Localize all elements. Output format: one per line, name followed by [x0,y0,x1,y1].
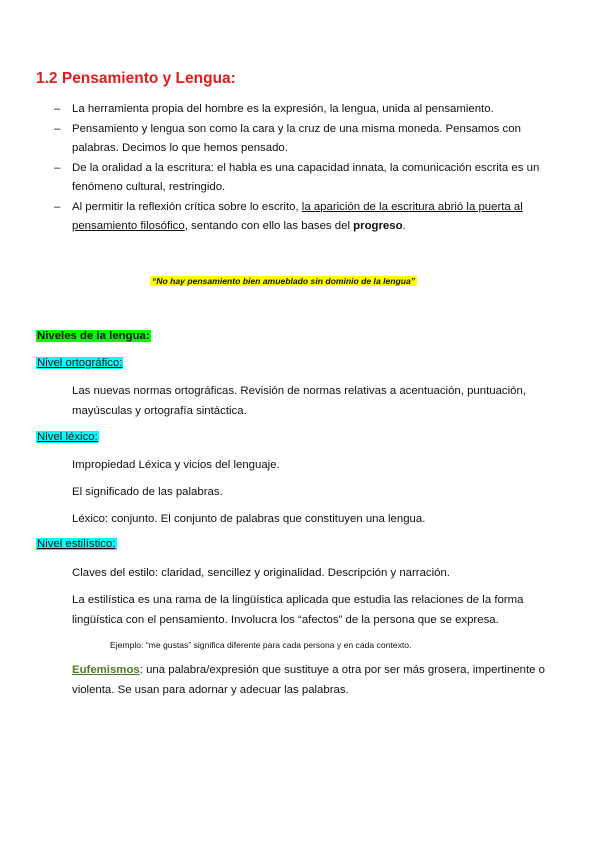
bullet-list [54,100,564,237]
bullet-text-pre: Al permitir la reflexión crítica sobre lo escrito, [72,200,302,213]
estilistico-paragraph-1: Claves del estilo: claridad, sencillez y originalidad. Descripción y narración. [72,567,450,579]
bullet-text-mid: , sentando con ello las bases del [184,220,354,232]
underlined-phrase: la aparición de la escritura abrió la puerta al pensamiento filosófico [72,200,523,232]
levels-heading: Niveles de la lengua: [37,330,150,342]
eufemismos-definition: : una palabra/expresión que sustituye a otra por ser más grosera, impertinente o violenta. Se usan para adornar y adecuar las palabras. [72,664,545,696]
bullet-item [54,198,564,237]
example-note: Ejemplo: “me gustas” significa diferente para cada persona y en cada contexto. [110,640,412,650]
bullet-text: De la oralidad a la escritura: el habla es una capacidad innata, la comunicación escrita es un fenómeno cultural, restringido. [72,161,540,193]
estilistico-paragraph-2: La estilística es una rama de la lingüística aplicada que estudia las relaciones de la forma lingüística con el pensamiento. Involucra los “afectos” de la persona que se expresa. [72,594,524,626]
lexico-paragraph-3: Léxico: conjunto. El conjunto de palabras que constituyen una lengua. [72,513,426,525]
ortografico-paragraph: Las nuevas normas ortográficas. Revisión de normas relativas a acentuación, puntuación, mayúsculas y ortografía sintáctica. [72,385,526,417]
bullet-item [54,159,564,198]
section-title: 1.2 Pensamiento y Lengua: [36,70,236,87]
bullet-text-post: . [402,220,406,232]
eufemismos-term: Eufemismos [72,664,140,676]
lexico-paragraph-1: Impropiedad Léxica y vicios del lenguaje. [72,459,280,471]
bold-word: progreso [353,220,403,232]
bullet-item [54,120,564,159]
highlighted-quote: “No hay pensamiento bien amueblado sin dominio de la lengua” [152,276,416,286]
eufemismos-paragraph [72,661,552,700]
bullet-text: Pensamiento y lengua son como la cara y la cruz de una misma moneda. Pensamos con palabras. Decimos lo que hemos pensado. [72,122,521,154]
bullet-text: La herramienta propia del hombre es la expresión, la lengua, unida al pensamiento. [72,103,494,115]
lexico-paragraph-2: El significado de las palabras. [72,486,223,498]
bullet-item [54,100,564,120]
heading-lexico: Nivel léxico: [37,431,98,443]
heading-ortografico: Nivel ortográfico: [37,357,123,369]
heading-estilistico: Nivel estilístico: [37,538,116,550]
